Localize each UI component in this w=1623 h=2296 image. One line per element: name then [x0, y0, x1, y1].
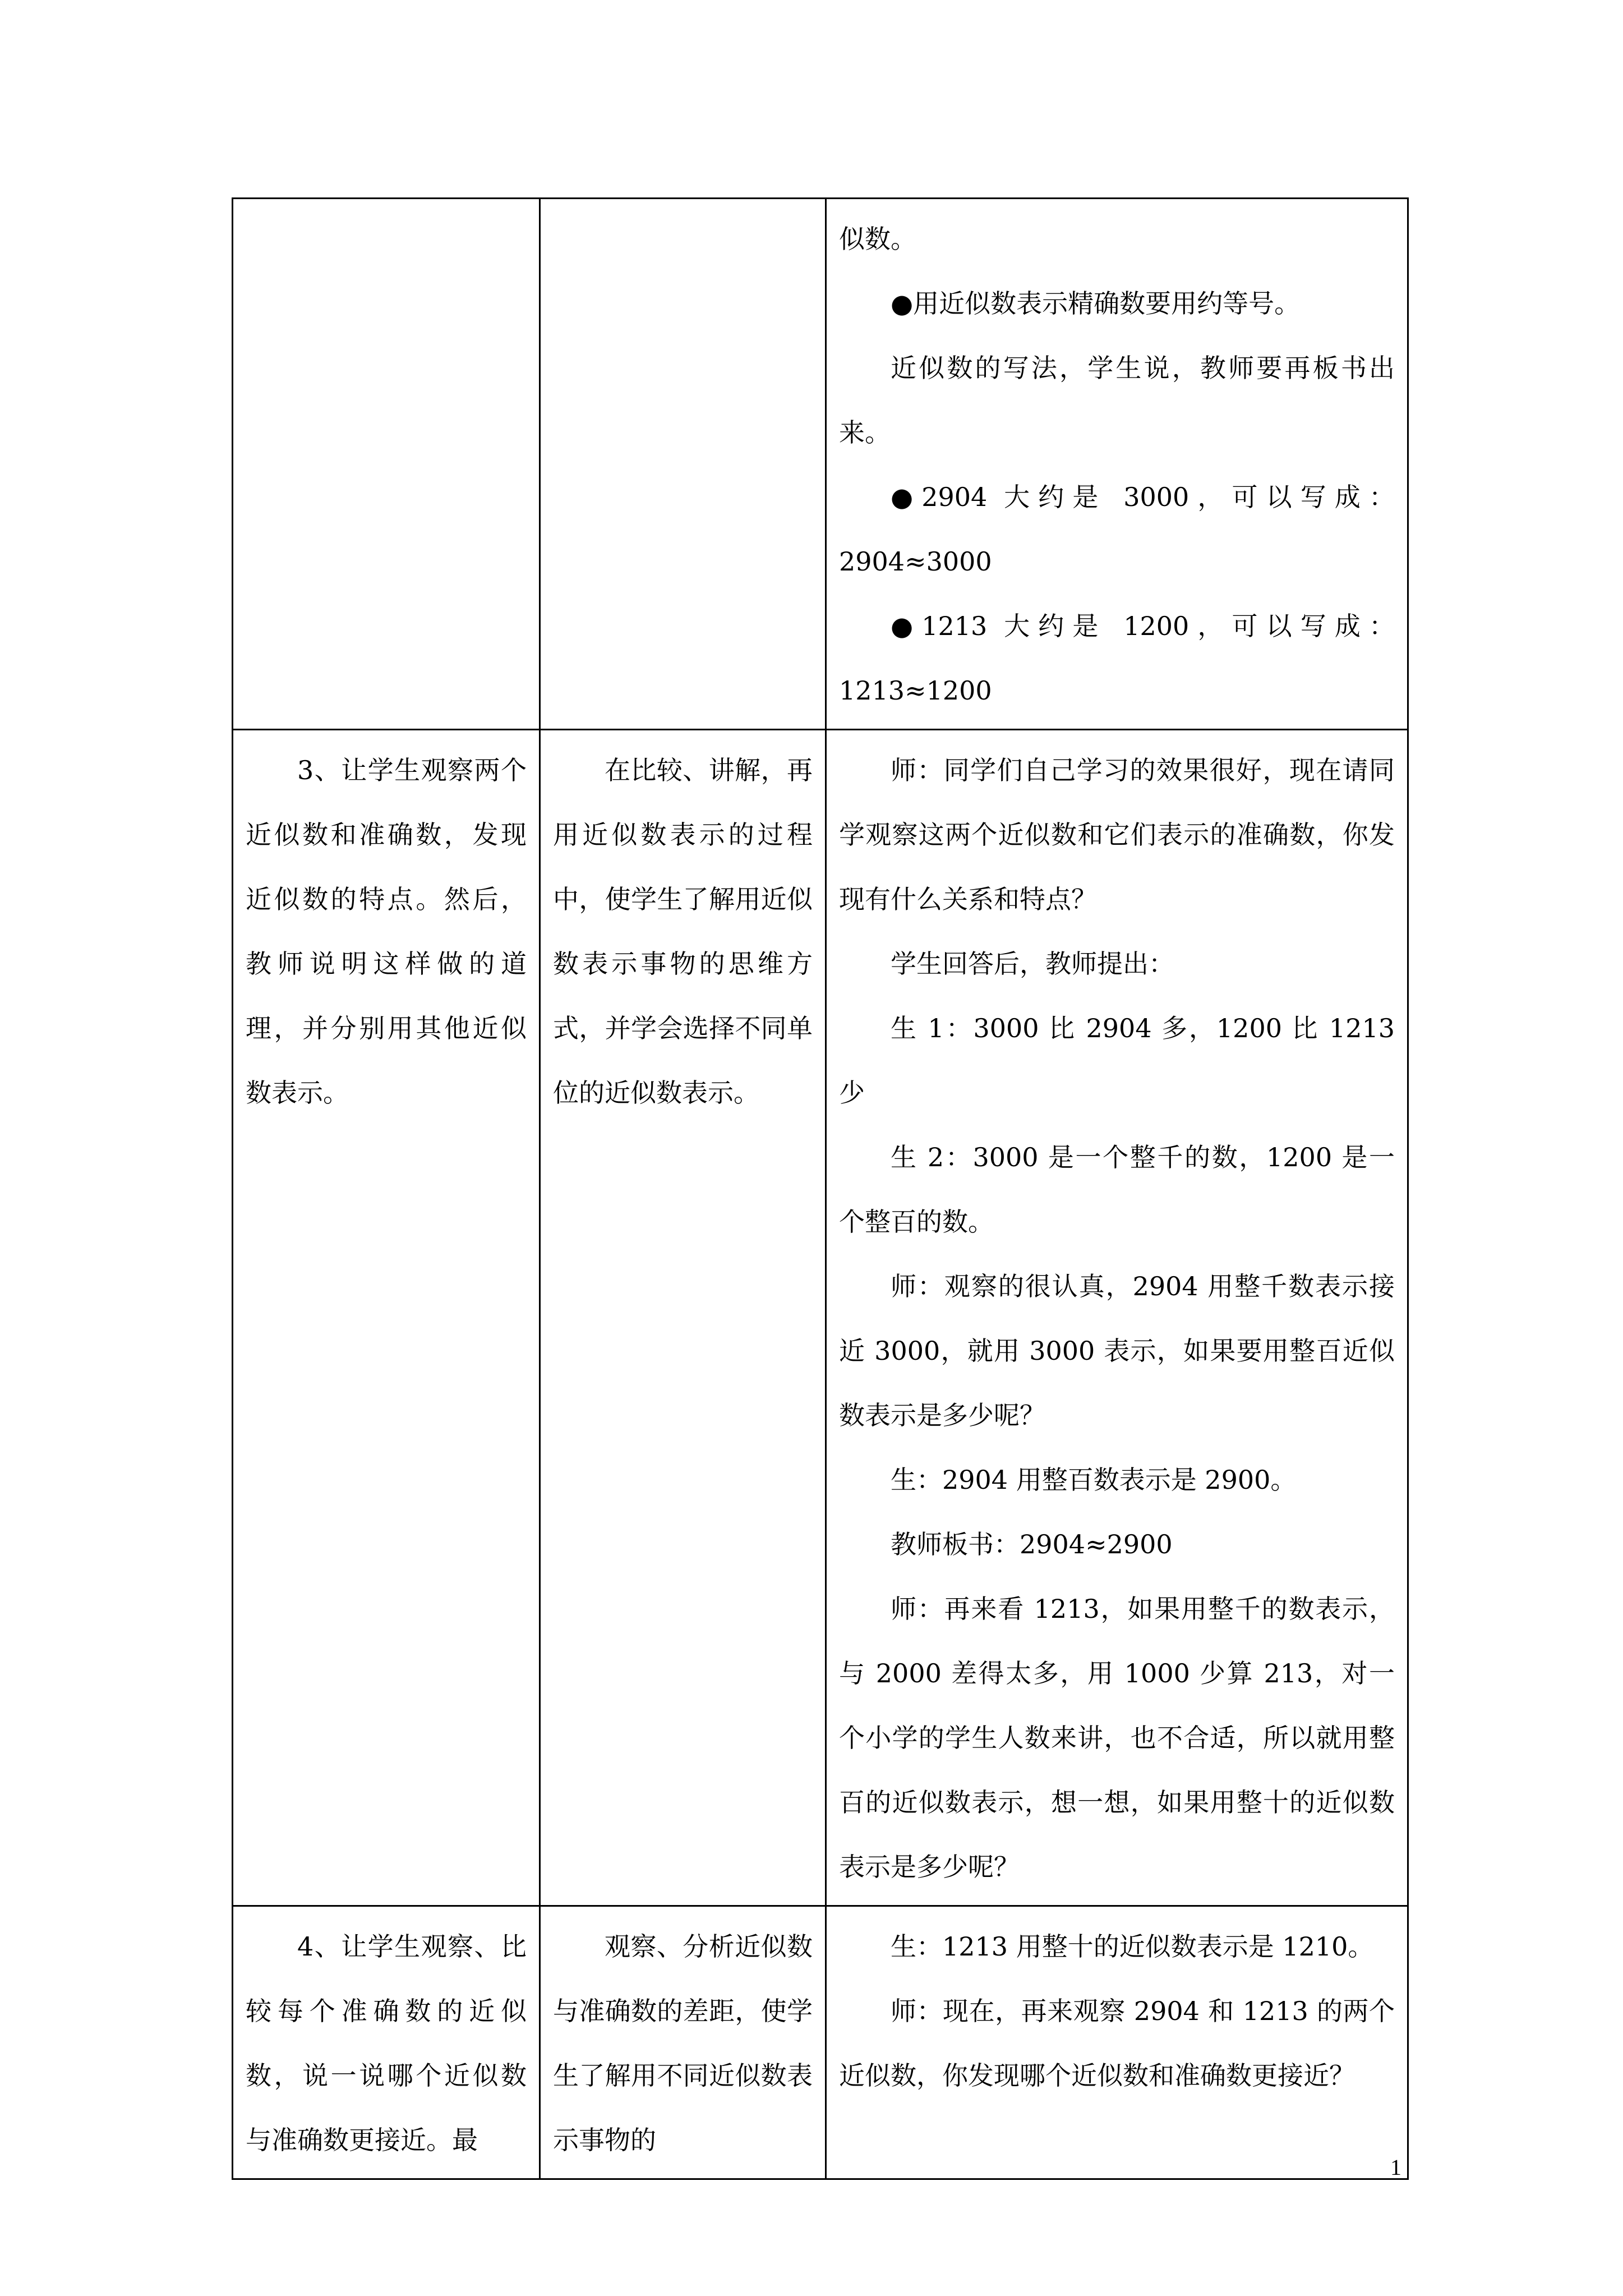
teaching-process-cell: [826, 199, 1408, 730]
process-paragraph: 生 2：3000 是一个整千的数，1200 是一个整百的数。: [839, 1142, 1395, 1237]
process-paragraph: 师：观察的很认真，2904 用整千数表示接近 3000，就用 3000 表示，如果要用整百近似数表示是多少呢？: [839, 1271, 1395, 1430]
process-paragraph: 近似数的写法，学生说，教师要再板书出来。: [839, 353, 1395, 448]
design-intent-cell: [540, 730, 826, 1906]
process-paragraph: 教师板书：2904≈2900: [891, 1529, 1173, 1559]
table-row: [233, 199, 1408, 730]
process-paragraph: 生：2904 用整百数表示是 2900。: [891, 1465, 1297, 1495]
process-paragraph: ●用近似数表示精确数要用约等号。: [891, 288, 1301, 319]
teaching-process-cell: [826, 730, 1408, 1906]
teaching-step-cell: [233, 1906, 540, 2179]
teaching-step-cell: [233, 730, 540, 1906]
design-intent-cell: [540, 199, 826, 730]
process-paragraph: 师：再来看 1213，如果用整千的数表示，与 2000 差得太多，用 1000 少算 213，对一个小学的学生人数来讲，也不合适，所以就用整百的近似数表示，想一想，如果用整十的近似数表示是多少呢？: [839, 1594, 1395, 1882]
process-paragraph: 生：1213 用整十的近似数表示是 1210。: [891, 1931, 1374, 1962]
intent-text: 观察、分析近似数与准确数的差距，使学生了解用不同近似数表示事物的: [553, 1931, 813, 2155]
process-paragraph: ●1213 大约是 1200，可以写成：1213≈1200: [839, 611, 1395, 706]
lesson-plan-table: [232, 197, 1409, 2180]
intent-text: 在比较、讲解，再用近似数表示的过程中，使学生了解用近似数表示事物的思维方式，并学会选择不同单位的近似数表示。: [553, 755, 813, 1108]
page-number: 1: [1390, 2155, 1401, 2180]
process-paragraph: ●2904 大约是 3000，可以写成：2904≈3000: [839, 482, 1395, 577]
table-row: [233, 1906, 1408, 2179]
design-intent-cell: [540, 1906, 826, 2179]
step-text: 4、让学生观察、比较每个准确数的近似数，说一说哪个近似数与准确数更接近。最: [246, 1931, 527, 2155]
table-row: [233, 730, 1408, 1906]
process-paragraph: 师：同学们自己学习的效果很好，现在请同学观察这两个近似数和它们表示的准确数，你发现有什么关系和特点？: [839, 755, 1395, 914]
step-text: 3、让学生观察两个近似数和准确数，发现近似数的特点。然后，教师说明这样做的道理，并分别用其他近似数表示。: [246, 755, 527, 1108]
teaching-process-cell: [826, 1906, 1408, 2179]
teaching-step-cell: [233, 199, 540, 730]
process-paragraph: 师：现在，再来观察 2904 和 1213 的两个近似数，你发现哪个近似数和准确数更接近？: [839, 1996, 1395, 2091]
process-paragraph: 生 1：3000 比 2904 多，1200 比 1213 少: [839, 1013, 1395, 1108]
process-paragraph: 学生回答后，教师提出：: [891, 949, 1174, 979]
process-paragraph: 似数。: [839, 224, 916, 254]
